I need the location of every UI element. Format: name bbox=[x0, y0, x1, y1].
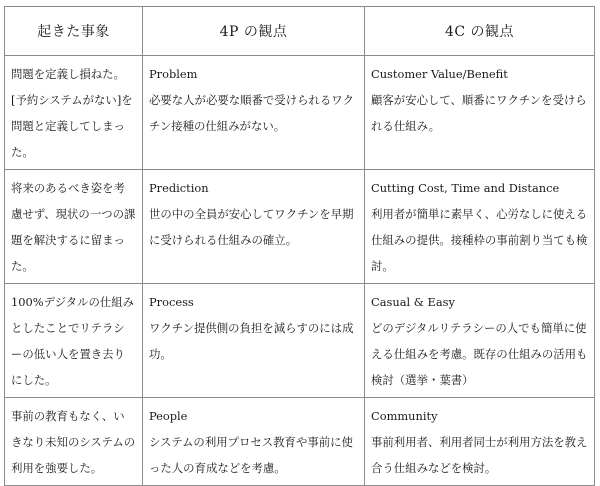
event-text: 将来のあるべき姿を考慮せず、現状の一つの課題を解決するに留まった。 bbox=[11, 181, 136, 273]
event-cell bbox=[5, 284, 143, 398]
4p-title: Prediction bbox=[149, 181, 209, 195]
4p-text: システムの利用プロセス教育や事前に使った人の育成などを考慮。 bbox=[149, 435, 353, 475]
4p-title: People bbox=[149, 409, 188, 423]
event-text: 問題を定義し損ねた。[予約システムがない]を問題と定義してしまった。 bbox=[11, 67, 133, 159]
table-row bbox=[5, 56, 595, 170]
comparison-table bbox=[4, 6, 595, 486]
4c-cell bbox=[365, 170, 595, 284]
header-row bbox=[5, 7, 595, 56]
event-text: 100%デジタルの仕組みとしたことでリテラシーの低い人を置き去りにした。 bbox=[11, 295, 135, 387]
4p-cell bbox=[143, 284, 365, 398]
table-row bbox=[5, 398, 595, 486]
4p-text: 世の中の全員が安心してワクチンを早期に受けられる仕組みの確立。 bbox=[149, 207, 354, 247]
table-row bbox=[5, 170, 595, 284]
4p-title: Problem bbox=[149, 67, 198, 81]
4c-text: 顧客が安心して、順番にワクチンを受けられる仕組み。 bbox=[371, 93, 587, 133]
header-4p: 4P の観点 bbox=[143, 7, 365, 56]
event-text: 事前の教育もなく、いきなり未知のシステムの利用を強要した。 bbox=[11, 409, 136, 475]
4p-title: Process bbox=[149, 295, 194, 309]
4c-title: Casual & Easy bbox=[371, 295, 455, 309]
event-cell bbox=[5, 56, 143, 170]
4c-text: 事前利用者、利用者同士が利用方法を教え合う仕組みなどを検討。 bbox=[371, 435, 588, 475]
event-cell bbox=[5, 170, 143, 284]
table-row bbox=[5, 284, 595, 398]
header-event: 起きた事象 bbox=[5, 7, 143, 56]
4p-cell bbox=[143, 56, 365, 170]
4c-title: Cutting Cost, Time and Distance bbox=[371, 181, 560, 195]
4c-title: Community bbox=[371, 409, 438, 423]
header-4c: 4C の観点 bbox=[365, 7, 595, 56]
4p-text: ワクチン提供側の負担を減らすのには成功。 bbox=[149, 321, 354, 361]
4c-title: Customer Value/Benefit bbox=[371, 67, 508, 81]
4p-text: 必要な人が必要な順番で受けられるワクチン接種の仕組みがない。 bbox=[149, 93, 355, 133]
event-cell bbox=[5, 398, 143, 486]
4p-cell bbox=[143, 170, 365, 284]
4c-cell bbox=[365, 284, 595, 398]
4p-cell bbox=[143, 398, 365, 486]
4c-cell bbox=[365, 398, 595, 486]
4c-text: どのデジタルリテラシーの人でも簡単に使える仕組みを考慮。既存の仕組みの活用も検討（選挙・葉書） bbox=[371, 321, 588, 387]
4c-text: 利用者が簡単に素早く、心労なしに使える仕組みの提供。接種枠の事前割り当ても検討。 bbox=[371, 207, 588, 273]
4c-cell bbox=[365, 56, 595, 170]
